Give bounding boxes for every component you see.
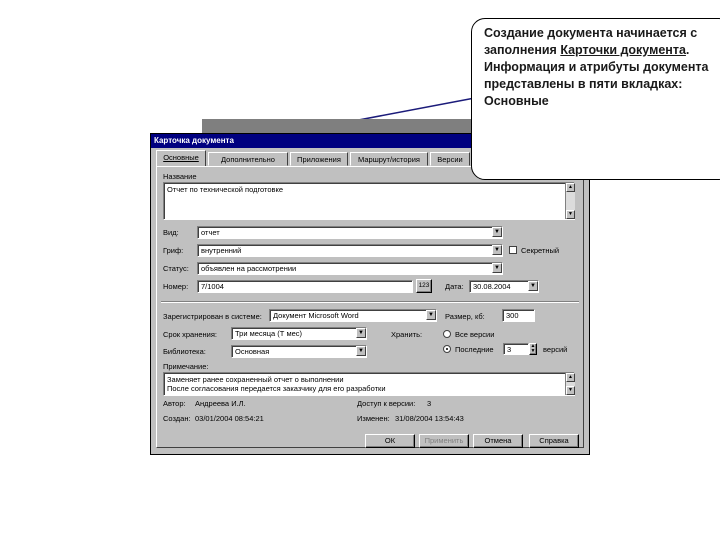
note-field[interactable] bbox=[163, 372, 575, 396]
scroll-up-icon[interactable]: ▲ bbox=[566, 183, 575, 192]
secret-label: Секретный bbox=[521, 246, 560, 255]
tab-versions[interactable]: Версии bbox=[430, 152, 470, 166]
chevron-down-icon[interactable]: ▼ bbox=[492, 263, 502, 273]
size-field[interactable]: 300 bbox=[502, 309, 535, 322]
callout-line-2-pre: заполнения bbox=[484, 43, 561, 57]
type-label: Вид: bbox=[163, 228, 179, 237]
library-select[interactable]: Основная bbox=[231, 345, 367, 358]
divider bbox=[161, 301, 579, 303]
apply-button[interactable]: Применить bbox=[419, 434, 469, 448]
number-generate-button[interactable]: 123 bbox=[416, 279, 432, 293]
tab-main[interactable]: Основные bbox=[156, 150, 206, 167]
cancel-button[interactable]: Отмена bbox=[473, 434, 523, 448]
format-select[interactable]: Документ Microsoft Word bbox=[269, 309, 437, 322]
radio-all-versions-label: Все версии bbox=[455, 330, 495, 339]
callout-line-3: Информация и атрибуты документа bbox=[484, 60, 709, 74]
author-label: Автор: bbox=[163, 399, 186, 408]
date-label: Дата: bbox=[445, 282, 464, 291]
callout-text bbox=[484, 25, 720, 110]
note-label: Примечание: bbox=[163, 362, 209, 371]
classification-label: Гриф: bbox=[163, 246, 184, 255]
tab-attachments[interactable]: Приложения bbox=[290, 152, 348, 166]
note-line-1: Заменяет ранее сохраненный отчет о выполнении bbox=[167, 375, 344, 384]
versions-suffix: версий bbox=[543, 345, 568, 354]
radio-all-versions[interactable] bbox=[443, 330, 451, 338]
name-label: Название bbox=[163, 172, 197, 181]
chevron-down-icon[interactable]: ▼ bbox=[492, 245, 502, 255]
size-label: Размер, кб: bbox=[445, 312, 485, 321]
author-value: Андреева И.Л. bbox=[195, 399, 246, 408]
last-count-field[interactable]: 3 bbox=[503, 343, 529, 355]
status-select[interactable]: объявлен на рассмотрении bbox=[197, 262, 503, 275]
format-label: Зарегистрирован в системе: bbox=[163, 312, 262, 321]
tab-additional[interactable]: Дополнительно bbox=[208, 152, 288, 166]
status-label: Статус: bbox=[163, 264, 189, 273]
created-value: 03/01/2004 08:54:21 bbox=[195, 414, 264, 423]
access-label: Доступ к версии: bbox=[357, 399, 416, 408]
access-value: 3 bbox=[427, 399, 432, 408]
library-label: Библиотека: bbox=[163, 347, 206, 356]
note-line-2: После согласования передается заказчику для его разработки bbox=[167, 384, 386, 393]
chevron-down-icon[interactable]: ▼ bbox=[426, 310, 436, 320]
store-label: Хранить: bbox=[391, 330, 423, 339]
radio-last-versions[interactable] bbox=[443, 345, 451, 353]
callout-link-document-card: Карточки документа bbox=[560, 43, 686, 57]
name-scrollbar[interactable] bbox=[565, 183, 575, 219]
callout-line-4: представлены в пяти вкладках: bbox=[484, 77, 683, 91]
retention-label: Срок хранения: bbox=[163, 330, 218, 339]
tab-route-history[interactable]: Маршрут/история bbox=[350, 152, 428, 166]
changed-label: Изменен: bbox=[357, 414, 390, 423]
callout-box bbox=[471, 18, 720, 180]
date-field[interactable]: 30.08.2004 bbox=[469, 280, 539, 293]
chevron-down-icon[interactable]: ▼ bbox=[528, 281, 538, 291]
callout-line-2-post: . bbox=[685, 43, 690, 57]
document-card-window bbox=[150, 133, 590, 455]
chevron-down-icon[interactable]: ▼ bbox=[356, 346, 366, 356]
callout-line-1: Создание документа начинается с bbox=[484, 26, 698, 40]
number-field[interactable]: 7/1004 bbox=[197, 280, 413, 293]
type-select[interactable]: отчет bbox=[197, 226, 503, 239]
radio-last-versions-label: Последние bbox=[455, 345, 494, 354]
scroll-down-icon[interactable]: ▼ bbox=[566, 210, 575, 219]
chevron-down-icon[interactable]: ▼ bbox=[356, 328, 366, 338]
scroll-down-icon[interactable]: ▼ bbox=[566, 386, 575, 395]
changed-value: 31/08/2004 13:54:43 bbox=[395, 414, 464, 423]
created-label: Создан: bbox=[163, 414, 191, 423]
number-label: Номер: bbox=[163, 282, 189, 291]
help-button[interactable]: Справка bbox=[529, 434, 579, 448]
window-title: Карточка документа bbox=[151, 134, 589, 148]
classification-select[interactable]: внутренний bbox=[197, 244, 503, 257]
secret-checkbox[interactable] bbox=[509, 246, 517, 254]
chevron-down-icon[interactable]: ▼ bbox=[492, 227, 502, 237]
retention-select[interactable]: Три месяца (Т мес) bbox=[231, 327, 367, 340]
ok-button[interactable]: ОК bbox=[365, 434, 415, 448]
spin-buttons-icon[interactable]: ▲ ▼ bbox=[530, 343, 536, 354]
name-field[interactable]: Отчет по технической подготовке bbox=[163, 182, 575, 220]
scroll-up-icon[interactable]: ▲ bbox=[566, 373, 575, 382]
callout-line-5: Основные bbox=[484, 94, 549, 108]
note-scrollbar[interactable] bbox=[565, 373, 575, 395]
